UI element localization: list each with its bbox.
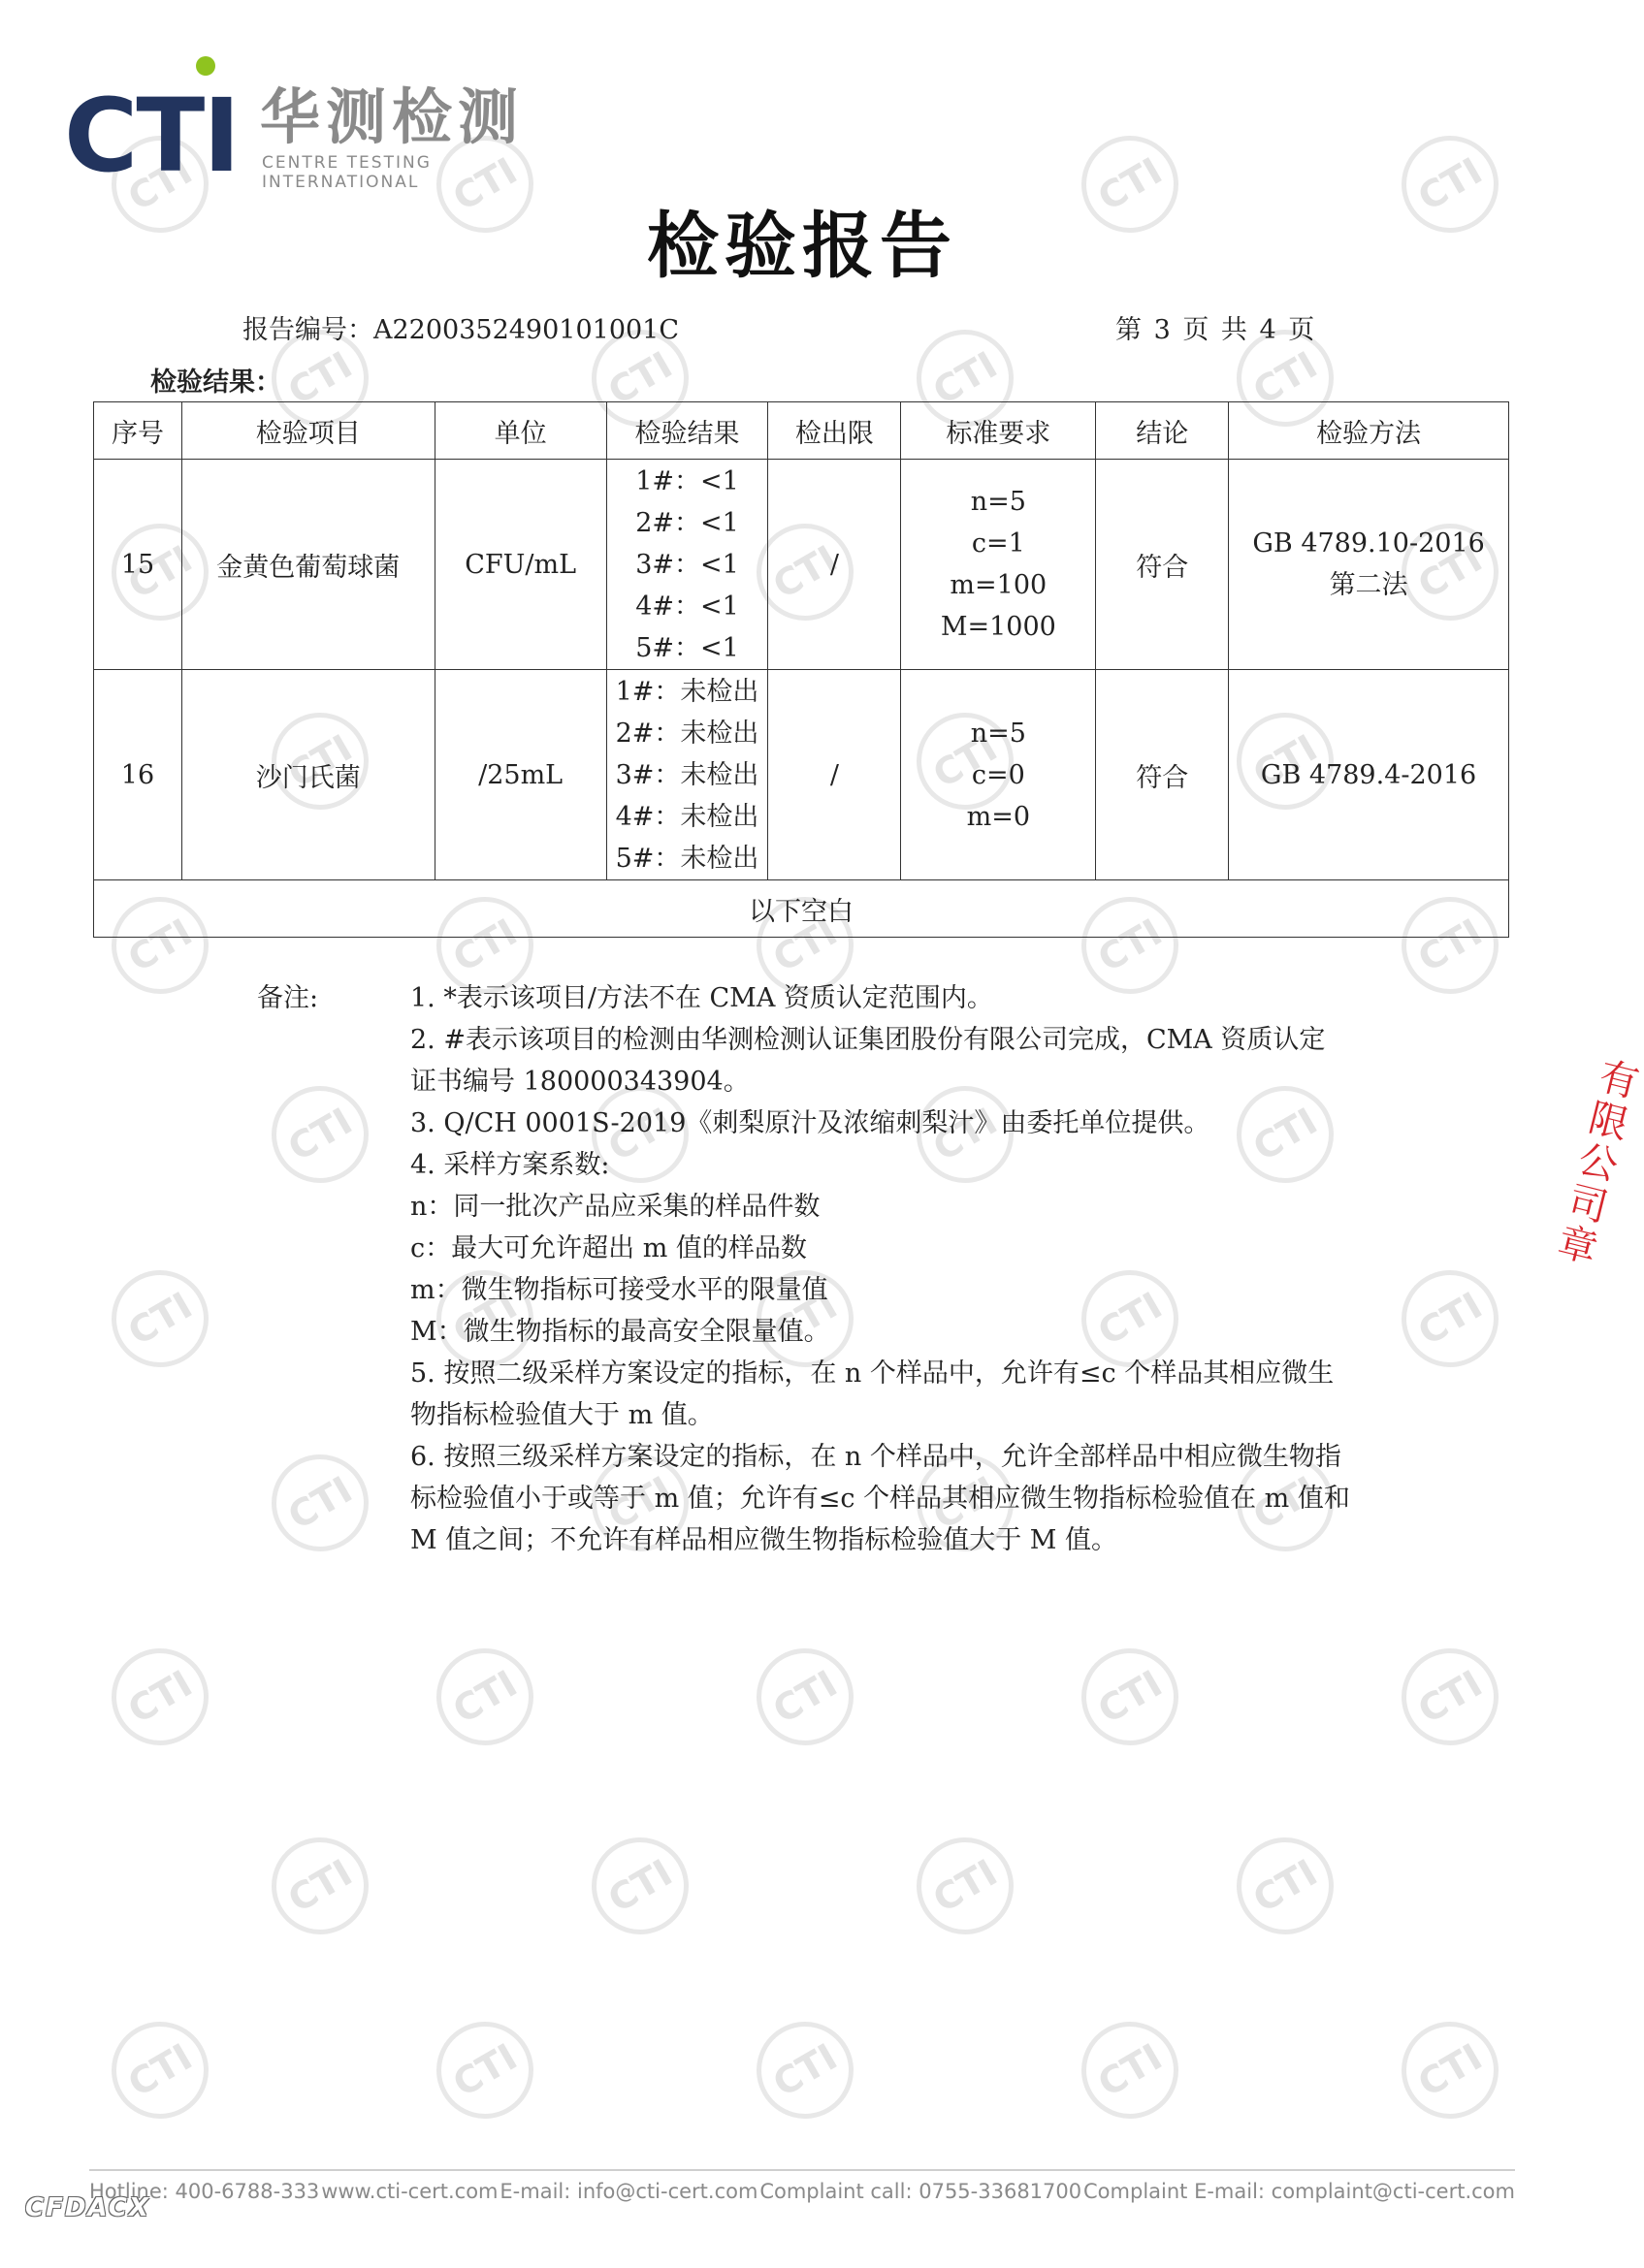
note-line: 5. 按照二级采样方案设定的指标，在 n 个样品中，允许有≤c 个样品其相应微生物指标检验值大于 m 值。 (410, 1358, 1335, 1430)
footer-divider (89, 2169, 1515, 2171)
column-header: 检验项目 (181, 402, 435, 460)
logo-brand: CTI (64, 77, 239, 195)
test-results (606, 670, 768, 880)
unit: /25mL (435, 670, 606, 880)
test-item: 金黄色葡萄球菌 (181, 460, 435, 670)
blank-row (94, 880, 1509, 938)
watermark-icon (574, 1820, 707, 1953)
requirement: n=5 (970, 487, 1026, 517)
row-number: 15 (94, 460, 182, 670)
note-line: n：同一批次产品应采集的样品件数 (410, 1192, 821, 1222)
note-line: c：最大可允许超出 m 值的样品数 (410, 1233, 807, 1263)
watermark-icon (1384, 1631, 1517, 1764)
conclusion: 符合 (1096, 460, 1229, 670)
watermark-icon (254, 1820, 387, 1953)
sample-result: 1#：<1 (635, 465, 739, 496)
conclusion: 符合 (1096, 670, 1229, 880)
corner-watermark-text: CFDACX (25, 2193, 150, 2222)
page-title: 检验报告 (647, 205, 957, 288)
watermark-icon (419, 2004, 552, 2137)
logo-dot-icon (196, 56, 215, 76)
watermark-icon (94, 1253, 227, 1386)
footer-hotline: Hotline: 400-6788-333 (89, 2180, 320, 2203)
footer (89, 2180, 1515, 2203)
method-line: GB 4789.4-2016 (1260, 759, 1477, 790)
column-header: 结论 (1096, 402, 1229, 460)
test-method (1229, 670, 1509, 880)
watermark-icon (1064, 1631, 1197, 1764)
sample-result: 3#：未检出 (615, 759, 759, 790)
method-line: GB 4789.10-2016 (1252, 528, 1485, 559)
report-number (242, 308, 679, 346)
watermark-icon (94, 2004, 227, 2137)
column-header: 检验结果 (606, 402, 768, 460)
notes-label: 备注: (257, 983, 319, 1013)
sample-result: 2#：<1 (635, 507, 739, 538)
column-header: 标准要求 (901, 402, 1096, 460)
watermark-icon (1219, 1820, 1352, 1953)
test-results (606, 460, 768, 670)
page-info: 第 3 页 共 4 页 (1115, 315, 1315, 345)
detection-limit: / (768, 460, 901, 670)
sample-result: 1#：未检出 (615, 676, 759, 707)
note-line: 2. #表示该项目的检测由华测检测认证集团股份有限公司完成，CMA 资质认定证书编号 180000343904。 (410, 1025, 1326, 1097)
watermark-icon (254, 1069, 387, 1201)
footer-email: E-mail: info@cti-cert.com (500, 2180, 758, 2203)
watermark-icon (1384, 2004, 1517, 2137)
note-line: 3. Q/CH 0001S-2019《刺梨原汁及浓缩刺梨汁》由委托单位提供。 (410, 1108, 1210, 1138)
table-row (94, 460, 1509, 670)
footer-website: www.cti-cert.com (321, 2180, 499, 2203)
requirement: m=100 (950, 570, 1048, 600)
detection-limit: / (768, 670, 901, 880)
results-table (93, 401, 1509, 938)
report-number-value: A2200352490101001C (373, 315, 680, 345)
column-header: 检出限 (768, 402, 901, 460)
unit: CFU/mL (435, 460, 606, 670)
footer-complaint-call: Complaint call: 0755-33681700 (759, 2180, 1082, 2203)
standard-requirements (901, 670, 1096, 880)
note-line: 1. *表示该项目/方法不在 CMA 资质认定范围内。 (410, 983, 993, 1013)
sample-result: 5#：未检出 (615, 843, 759, 874)
row-number: 16 (94, 670, 182, 880)
report-number-label: 报告编号： (242, 315, 373, 345)
watermark-icon (254, 1437, 387, 1570)
notes-body (410, 977, 1351, 1561)
watermark-icon (899, 1820, 1032, 1953)
sample-result: 5#：<1 (635, 632, 739, 663)
note-line: M：微生物指标的最高安全限量值。 (410, 1317, 830, 1347)
requirement: c=1 (971, 528, 1025, 559)
company-seal-stamp: 有限公司章 (1547, 1053, 1643, 1271)
sample-result: 4#：未检出 (615, 801, 759, 832)
requirement: c=0 (971, 759, 1025, 790)
requirement: m=0 (966, 801, 1031, 832)
test-method (1229, 460, 1509, 670)
test-item: 沙门氏菌 (181, 670, 435, 880)
note-line: 4. 采样方案系数: (410, 1150, 610, 1180)
column-header: 单位 (435, 402, 606, 460)
sample-result: 3#：<1 (635, 549, 739, 580)
watermark-icon (739, 2004, 872, 2137)
watermark-icon (739, 1631, 872, 1764)
blank-note: 以下空白 (94, 880, 1509, 938)
column-header: 检验方法 (1229, 402, 1509, 460)
company-logo (64, 56, 588, 195)
watermark-icon (419, 1631, 552, 1764)
logo-name-en: CENTRE TESTING INTERNATIONAL (262, 153, 432, 192)
watermark-icon (1064, 2004, 1197, 2137)
table-row (94, 670, 1509, 880)
sample-result: 2#：未检出 (615, 718, 759, 749)
note-line: m：微生物指标可接受水平的限量值 (410, 1275, 828, 1305)
requirement: M=1000 (940, 612, 1056, 642)
method-line: 第二法 (1329, 570, 1408, 600)
sample-result: 4#：<1 (635, 591, 739, 622)
column-header: 序号 (94, 402, 182, 460)
standard-requirements (901, 460, 1096, 670)
footer-complaint-email: Complaint E-mail: complaint@cti-cert.com (1083, 2180, 1515, 2203)
note-line: 6. 按照三级采样方案设定的指标，在 n 个样品中，允许全部样品中相应微生物指标检验值小于或等于 m 值；允许有≤c 个样品其相应微生物指标检验值在 m 值和 M 值之间；不允许有样品相应微生物指标检验值大于 M 值。 (410, 1442, 1350, 1555)
watermark-icon (1384, 1253, 1517, 1386)
logo-name-cn: 华测检测 (260, 81, 525, 152)
requirement: n=5 (970, 718, 1026, 749)
results-heading: 检验结果： (150, 367, 281, 398)
table-header-row (94, 402, 1509, 460)
watermark-icon (94, 1631, 227, 1764)
